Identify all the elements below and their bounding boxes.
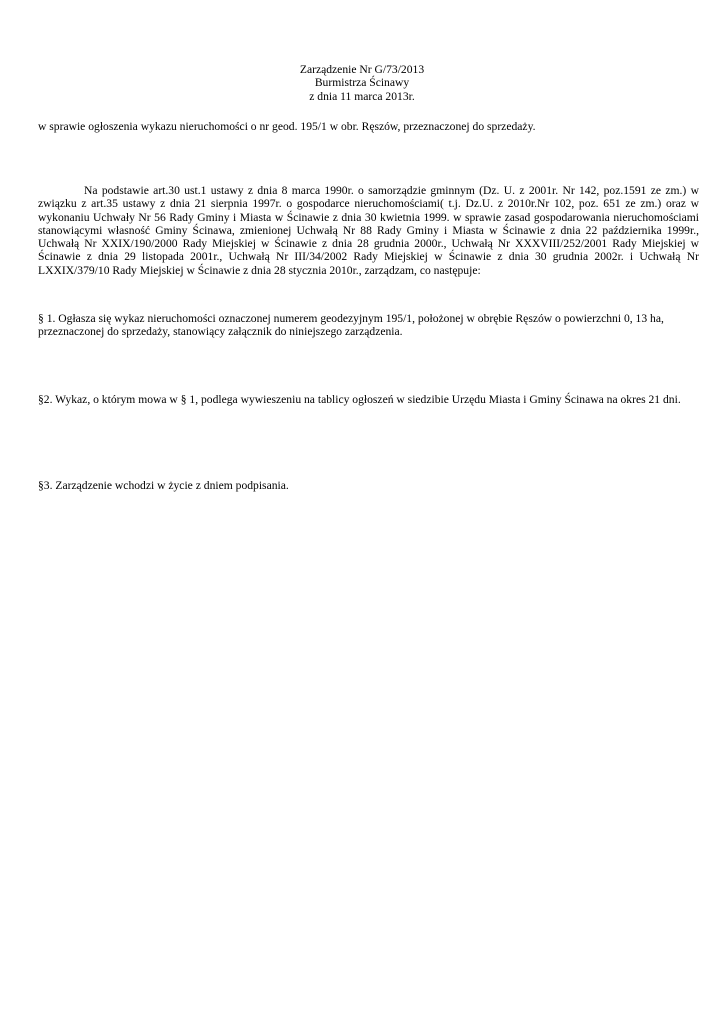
legal-basis-paragraph: Na podstawie art.30 ust.1 ustawy z dnia 8 marca 1990r. o samorządzie gminnym (Dz. U. z 2001r. Nr 142, poz.1591 ze zm.) w związku z art.35 ustawy z dnia 21 sierpnia 1997r. o gospodarce nieruchomościami( t.j. Dz.U. z 2010r.Nr 102, poz. 651 ze zm.) oraz w wykonaniu Uchwały Nr 56 Rady Gminy i Miasta w Ścinawie z dnia 30 kwietnia 1999. w sprawie zasad gospodarowania nieruchomościami stanowiącymi własność Gminy Ścinawa, zmienionej Uchwałą Nr 88 Rady Gminy i Miasta w Ścinawie z dnia 22 października 1999r., Uchwałą Nr XXIX/190/2000 Rady Miejskiej w Ścinawie z dnia 28 grudnia 2000r., Uchwałą Nr XXXVIII/252/2001 Rady Miejskiej w Ścinawie z dnia 29 listopada 2001r., Uchwałą Nr III/34/2002 Rady Miejskiej w Ścinawie z dnia 30 grudnia 2002r. i Uchwałą Nr LXXIX/379/10 Rady Miejskiej w Ścinawie z dnia 28 stycznia 2010r., zarządzam, co następuje: xyxy=(38,184,699,277)
document-header xyxy=(0,63,724,103)
section-2-paragraph: §2. Wykaz, o którym mowa w § 1, podlega wywieszeniu na tablicy ogłoszeń w siedzibie Urzędu Miasta i Gminy Ścinawa na okres 21 dni. xyxy=(38,393,681,406)
issuer: Burmistrza Ścinawy xyxy=(314,76,410,90)
ordinance-number: Zarządzenie Nr G/73/2013 xyxy=(299,63,425,76)
subject-line: w sprawie ogłoszenia wykazu nieruchomości o nr geod. 195/1 w obr. Ręszów, przeznaczonej do sprzedaży. xyxy=(38,120,536,133)
section-1-paragraph: § 1. Ogłasza się wykaz nieruchomości oznaczonej numerem geodezyjnym 195/1, położonej w obrębie Ręszów o powierzchni 0, 13 ha, przeznaczonej do sprzedaży, stanowiący załącznik do niniejszego zarządzenia. xyxy=(38,312,664,339)
section-3-paragraph: §3. Zarządzenie wchodzi w życie z dniem podpisania. xyxy=(38,479,289,492)
issue-date: z dnia 11 marca 2013r. xyxy=(309,89,415,103)
